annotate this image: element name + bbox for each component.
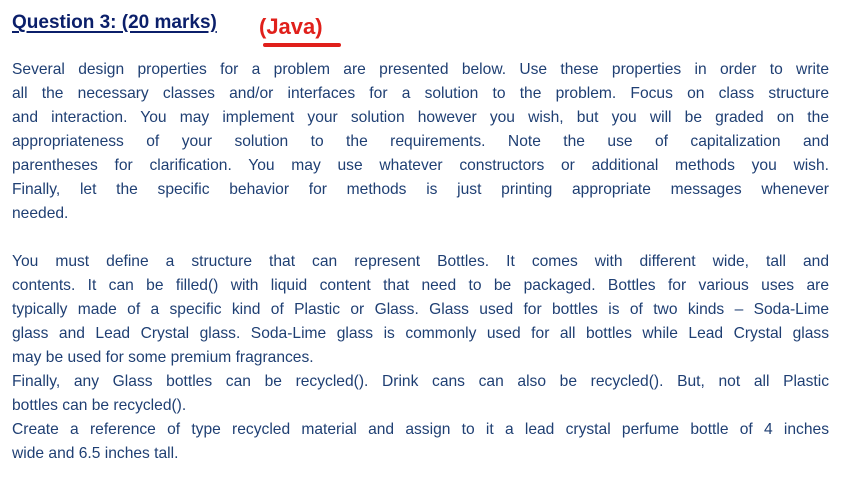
text-line: all the necessary classes and/or interfaces for a solution to the problem. Focus on class structure [12,85,829,102]
recycling-paragraph [12,370,829,418]
text-line: Several design properties for a problem are presented below. Use these properties in order to write [12,61,829,78]
text-line: Finally, any Glass bottles can be recycled(). Drink cans can also be recycled(). But, not all Plastic [12,373,829,390]
text-line: Finally, let the specific behavior for methods is just printing appropriate messages whenever [12,181,829,198]
text-line: You must define a structure that can represent Bottles. It comes with different wide, tall and [12,253,829,270]
text-line: typically made of a specific kind of Plastic or Glass. Glass used for bottles is of two kinds – Soda-Lime [12,301,829,318]
question-header [12,8,412,48]
text-line: bottles can be recycled(). [12,397,187,414]
task-paragraph [12,418,829,466]
question-body [12,58,829,466]
paragraph-spacer [12,226,829,250]
text-line: needed. [12,205,69,222]
question-title: Question 3: (20 marks) [12,12,217,33]
text-line: contents. It can be filled() with liquid content that need to be packaged. Bottles for various uses are [12,277,829,294]
text-line: parentheses for clarification. You may use whatever constructors or additional methods you wish. [12,157,829,174]
text-line: Create a reference of type recycled material and assign to it a lead crystal perfume bottle of 4 inches [12,421,829,438]
text-line: and interaction. You may implement your solution however you wish, but you will be graded on the [12,109,829,126]
language-tag-underline [263,43,341,47]
instructions-paragraph [12,58,829,226]
text-line: appropriateness of your solution to the requirements. Note the use of capitalization and [12,133,829,150]
language-tag: (Java) [259,14,323,39]
text-line: wide and 6.5 inches tall. [12,445,179,462]
text-line: may be used for some premium fragrances. [12,349,314,366]
text-line: glass and Lead Crystal glass. Soda-Lime glass is commonly used for all bottles while Lead Crystal glass [12,325,829,342]
requirements-paragraph [12,250,829,370]
